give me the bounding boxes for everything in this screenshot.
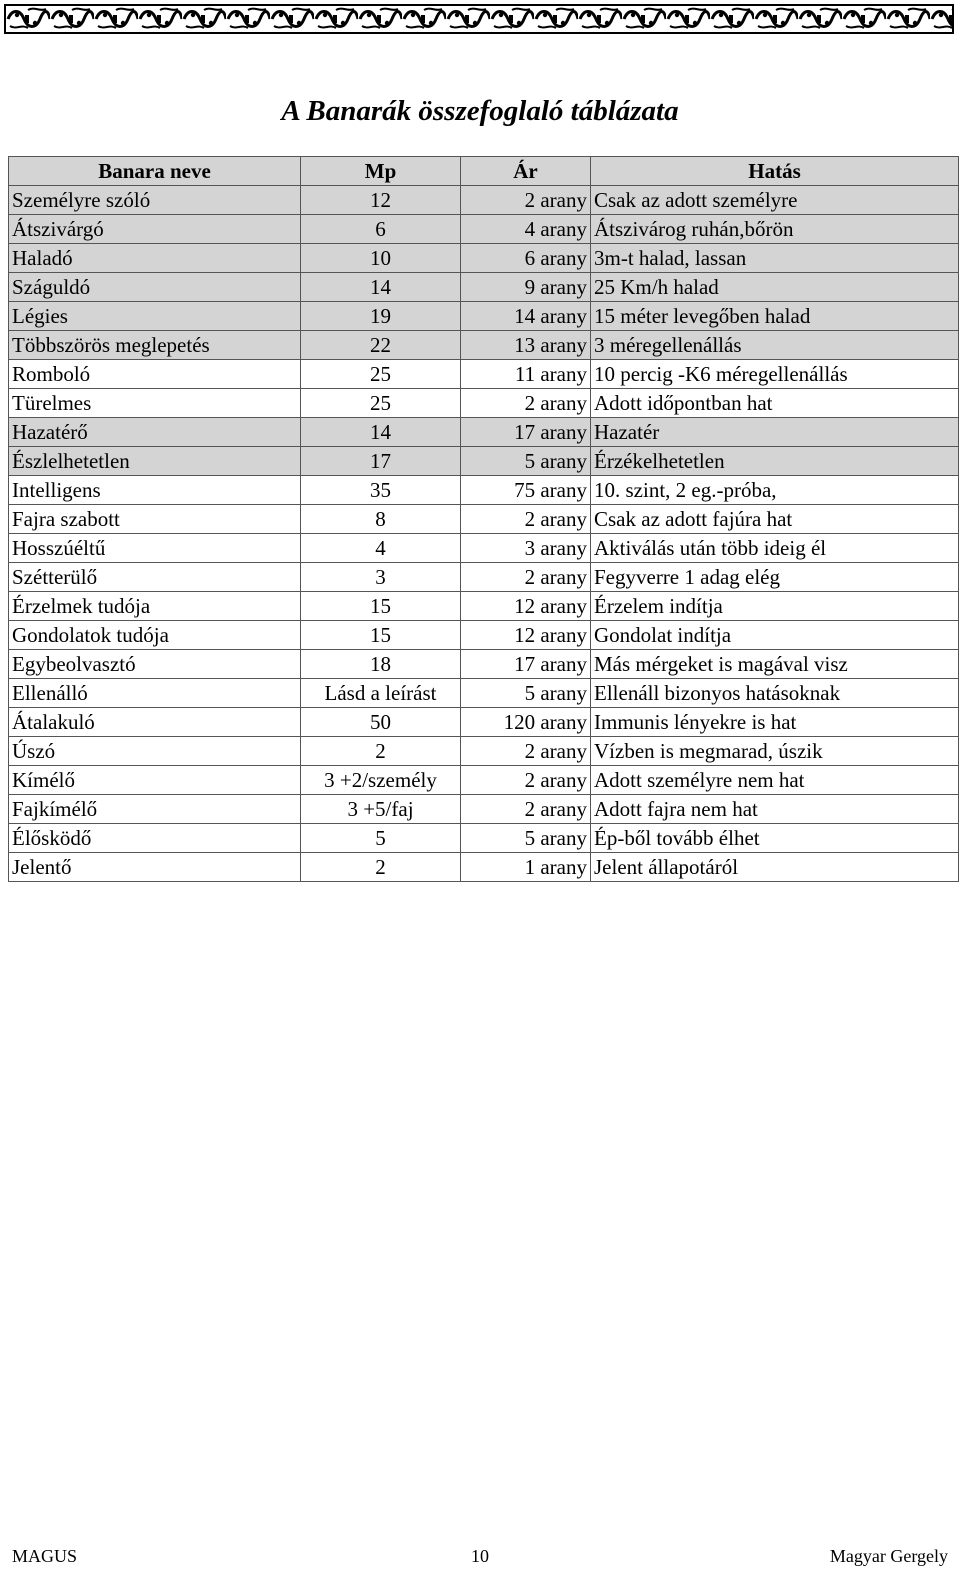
cell-price: 2 arany bbox=[461, 766, 591, 795]
table-row bbox=[9, 708, 959, 737]
cell-effect: Adott személyre nem hat bbox=[591, 766, 959, 795]
cell-mp: 25 bbox=[301, 389, 461, 418]
cell-price: 5 arany bbox=[461, 447, 591, 476]
cell-name: Hosszúéltű bbox=[9, 534, 301, 563]
table-row bbox=[9, 592, 959, 621]
table-row bbox=[9, 418, 959, 447]
table-row bbox=[9, 302, 959, 331]
cell-price: 120 arany bbox=[461, 708, 591, 737]
cell-mp: 3 bbox=[301, 563, 461, 592]
cell-mp: 3 +5/faj bbox=[301, 795, 461, 824]
cell-effect: Adott fajra nem hat bbox=[591, 795, 959, 824]
cell-effect: 10. szint, 2 eg.-próba, bbox=[591, 476, 959, 505]
cell-effect: Átszivárog ruhán,bőrön bbox=[591, 215, 959, 244]
cell-mp: 15 bbox=[301, 592, 461, 621]
cell-price: 12 arany bbox=[461, 621, 591, 650]
cell-mp: Lásd a leírást bbox=[301, 679, 461, 708]
cell-mp: 14 bbox=[301, 418, 461, 447]
cell-mp: 8 bbox=[301, 505, 461, 534]
table-body bbox=[9, 186, 959, 882]
cell-effect: Vízben is megmarad, úszik bbox=[591, 737, 959, 766]
cell-price: 5 arany bbox=[461, 824, 591, 853]
cell-price: 12 arany bbox=[461, 592, 591, 621]
cell-name: Romboló bbox=[9, 360, 301, 389]
page-number: 10 bbox=[471, 1546, 489, 1566]
table-row bbox=[9, 360, 959, 389]
cell-mp: 18 bbox=[301, 650, 461, 679]
column-header-mp: Mp bbox=[301, 157, 461, 186]
cell-price: 4 arany bbox=[461, 215, 591, 244]
cell-name: Élősködő bbox=[9, 824, 301, 853]
cell-price: 9 arany bbox=[461, 273, 591, 302]
cell-price: 2 arany bbox=[461, 505, 591, 534]
cell-price: 11 arany bbox=[461, 360, 591, 389]
cell-price: 3 arany bbox=[461, 534, 591, 563]
cell-effect: Érzékelhetetlen bbox=[591, 447, 959, 476]
cell-name: Fajra szabott bbox=[9, 505, 301, 534]
table-row bbox=[9, 447, 959, 476]
cell-effect: Aktiválás után több ideig él bbox=[591, 534, 959, 563]
cell-name: Érzelmek tudója bbox=[9, 592, 301, 621]
cell-name: Személyre szóló bbox=[9, 186, 301, 215]
cell-effect: Csak az adott személyre bbox=[591, 186, 959, 215]
table-row bbox=[9, 186, 959, 215]
cell-effect: 15 méter levegőben halad bbox=[591, 302, 959, 331]
table-row bbox=[9, 534, 959, 563]
footer-author: Magyar Gergely bbox=[829, 1546, 948, 1566]
cell-mp: 12 bbox=[301, 186, 461, 215]
cell-name: Szétterülő bbox=[9, 563, 301, 592]
cell-effect: Hazatér bbox=[591, 418, 959, 447]
column-header-name: Banara neve bbox=[9, 157, 301, 186]
cell-effect: 25 Km/h halad bbox=[591, 273, 959, 302]
cell-effect: Csak az adott fajúra hat bbox=[591, 505, 959, 534]
cell-mp: 2 bbox=[301, 853, 461, 882]
table-row bbox=[9, 505, 959, 534]
cell-name: Türelmes bbox=[9, 389, 301, 418]
cell-effect: Adott időpontban hat bbox=[591, 389, 959, 418]
cell-price: 17 arany bbox=[461, 650, 591, 679]
cell-effect: 3 méregellenállás bbox=[591, 331, 959, 360]
cell-price: 14 arany bbox=[461, 302, 591, 331]
table-row bbox=[9, 621, 959, 650]
cell-price: 1 arany bbox=[461, 853, 591, 882]
cell-effect: Immunis lényekre is hat bbox=[591, 708, 959, 737]
cell-mp: 2 bbox=[301, 737, 461, 766]
cell-effect: Fegyverre 1 adag elég bbox=[591, 563, 959, 592]
cell-name: Gondolatok tudója bbox=[9, 621, 301, 650]
cell-price: 17 arany bbox=[461, 418, 591, 447]
column-header-effect: Hatás bbox=[591, 157, 959, 186]
cell-name: Átszivárgó bbox=[9, 215, 301, 244]
cell-name: Átalakuló bbox=[9, 708, 301, 737]
cell-name: Észlelhetetlen bbox=[9, 447, 301, 476]
cell-name: Jelentő bbox=[9, 853, 301, 882]
page-title: A Banarák összefoglaló táblázata bbox=[281, 95, 679, 127]
cell-name: Fajkímélő bbox=[9, 795, 301, 824]
cell-effect: 3m-t halad, lassan bbox=[591, 244, 959, 273]
cell-mp: 3 +2/személy bbox=[301, 766, 461, 795]
cell-mp: 15 bbox=[301, 621, 461, 650]
cell-effect: Gondolat indítja bbox=[591, 621, 959, 650]
cell-effect: Jelent állapotáról bbox=[591, 853, 959, 882]
cell-mp: 25 bbox=[301, 360, 461, 389]
cell-effect: 10 percig -K6 méregellenállás bbox=[591, 360, 959, 389]
cell-name: Egybeolvasztó bbox=[9, 650, 301, 679]
cell-price: 75 arany bbox=[461, 476, 591, 505]
table-row bbox=[9, 476, 959, 505]
table-row bbox=[9, 795, 959, 824]
cell-price: 2 arany bbox=[461, 563, 591, 592]
table-row bbox=[9, 389, 959, 418]
table-row bbox=[9, 273, 959, 302]
cell-mp: 10 bbox=[301, 244, 461, 273]
cell-mp: 19 bbox=[301, 302, 461, 331]
cell-mp: 6 bbox=[301, 215, 461, 244]
cell-name: Intelligens bbox=[9, 476, 301, 505]
cell-effect: Más mérgeket is magával visz bbox=[591, 650, 959, 679]
footer-left-text: MAGUS bbox=[12, 1546, 78, 1566]
table-row bbox=[9, 244, 959, 273]
cell-mp: 4 bbox=[301, 534, 461, 563]
cell-price: 2 arany bbox=[461, 737, 591, 766]
cell-price: 13 arany bbox=[461, 331, 591, 360]
cell-name: Haladó bbox=[9, 244, 301, 273]
cell-effect: Ép-ből tovább élhet bbox=[591, 824, 959, 853]
cell-name: Száguldó bbox=[9, 273, 301, 302]
cell-name: Úszó bbox=[9, 737, 301, 766]
cell-price: 2 arany bbox=[461, 186, 591, 215]
cell-mp: 5 bbox=[301, 824, 461, 853]
table-row bbox=[9, 679, 959, 708]
table-row bbox=[9, 650, 959, 679]
cell-name: Légies bbox=[9, 302, 301, 331]
table-header-row bbox=[9, 157, 959, 186]
cell-mp: 50 bbox=[301, 708, 461, 737]
page-footer bbox=[12, 1546, 948, 1568]
ornament-pattern bbox=[6, 6, 952, 32]
table-row bbox=[9, 215, 959, 244]
table-row bbox=[9, 563, 959, 592]
table-row bbox=[9, 737, 959, 766]
cell-mp: 17 bbox=[301, 447, 461, 476]
cell-price: 5 arany bbox=[461, 679, 591, 708]
table-row bbox=[9, 766, 959, 795]
cell-price: 2 arany bbox=[461, 389, 591, 418]
table-row bbox=[9, 824, 959, 853]
cell-mp: 35 bbox=[301, 476, 461, 505]
cell-effect: Ellenáll bizonyos hatásoknak bbox=[591, 679, 959, 708]
cell-name: Hazatérő bbox=[9, 418, 301, 447]
cell-mp: 14 bbox=[301, 273, 461, 302]
cell-effect: Érzelem indítja bbox=[591, 592, 959, 621]
cell-price: 2 arany bbox=[461, 795, 591, 824]
cell-price: 6 arany bbox=[461, 244, 591, 273]
cell-name: Ellenálló bbox=[9, 679, 301, 708]
column-header-price: Ár bbox=[461, 157, 591, 186]
banara-summary-table bbox=[8, 156, 959, 882]
table-row bbox=[9, 331, 959, 360]
cell-name: Többszörös meglepetés bbox=[9, 331, 301, 360]
cell-mp: 22 bbox=[301, 331, 461, 360]
cell-name: Kímélő bbox=[9, 766, 301, 795]
ornamental-banner bbox=[4, 4, 954, 34]
table-row bbox=[9, 853, 959, 882]
